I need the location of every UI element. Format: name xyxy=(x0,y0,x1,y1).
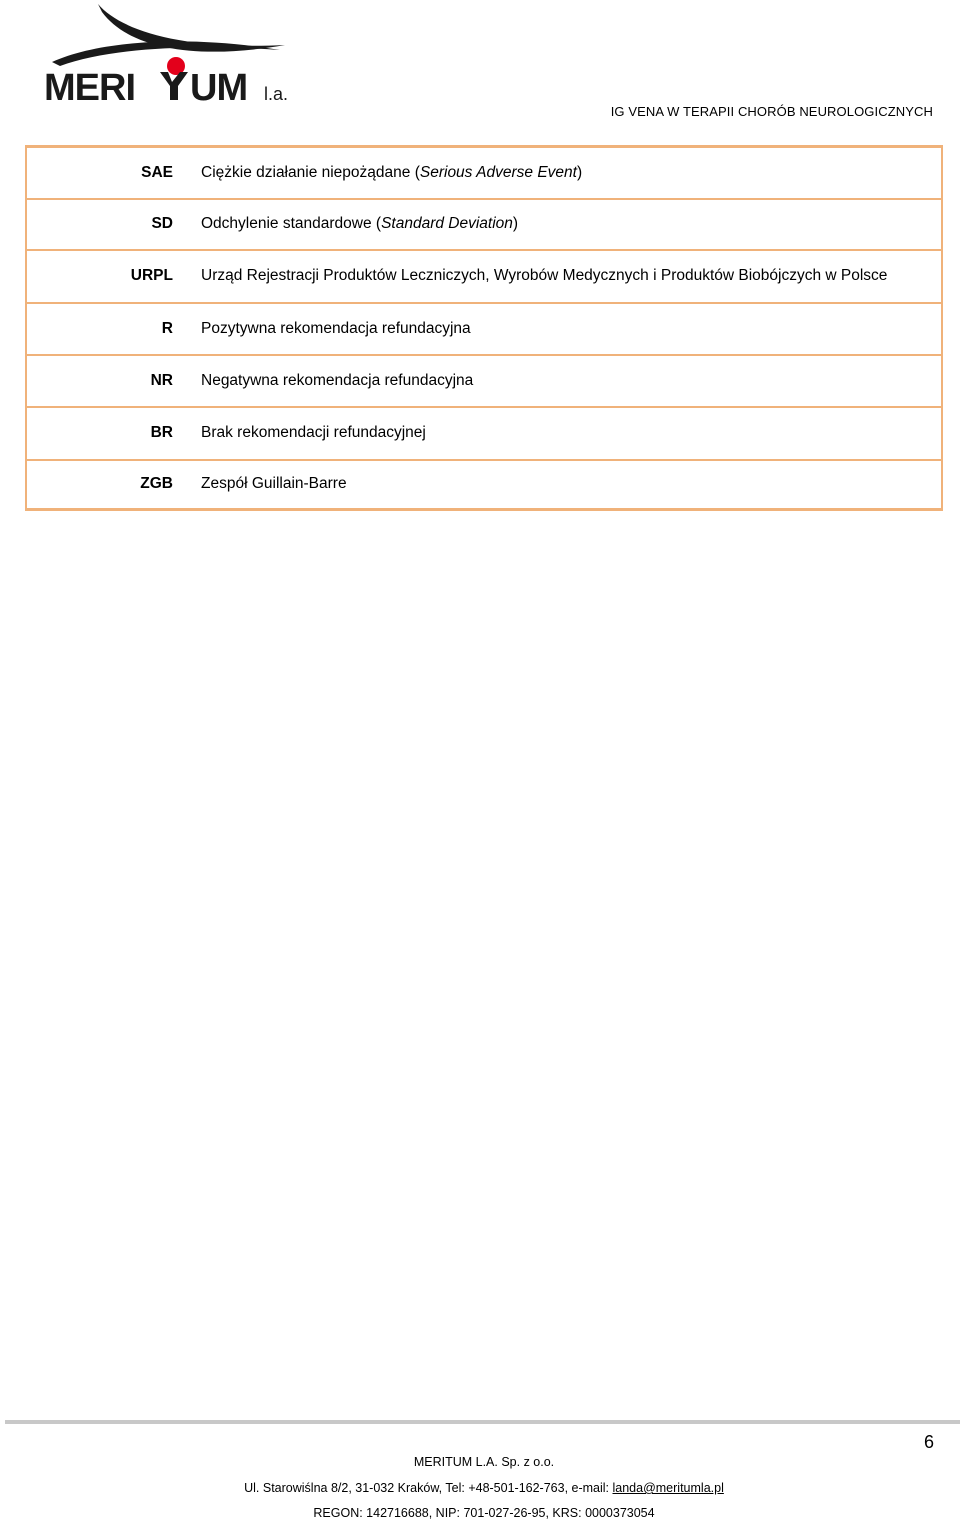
description-cell: Zespół Guillain-Barre xyxy=(201,460,942,510)
table-row xyxy=(26,250,942,303)
document-title: IG VENA W TERAPII CHORÓB NEUROLOGICZNYCH xyxy=(610,104,933,119)
footer-address-text: Ul. Starowiślna 8/2, 31-032 Kraków, Tel: +48-501-162-763, e-mail: xyxy=(244,1481,613,1495)
abbreviation-cell: SAE xyxy=(26,147,201,199)
svg-text:UM: UM xyxy=(190,67,248,109)
description-cell: Negatywna rekomendacja refundacyjna xyxy=(201,355,942,407)
abbreviation-cell: BR xyxy=(26,407,201,460)
table-row xyxy=(26,407,942,460)
table-row xyxy=(26,303,942,355)
abbreviation-cell: SD xyxy=(26,199,201,250)
table-row xyxy=(26,355,942,407)
abbreviations-table xyxy=(25,145,943,511)
description-cell: Brak rekomendacji refundacyjnej xyxy=(201,407,942,460)
abbreviation-cell: R xyxy=(26,303,201,355)
footer-company-name: MERITUM L.A. Sp. z o.o. xyxy=(413,1455,555,1469)
description-cell: Odchylenie standardowe (Standard Deviation) xyxy=(201,199,942,250)
footer-registry: REGON: 142716688, NIP: 701-027-26-95, KRS: 0000373054 xyxy=(313,1506,655,1520)
description-cell: Pozytywna rekomendacja refundacyjna xyxy=(201,303,942,355)
email-link[interactable]: landa@meritumla.pl xyxy=(612,1481,724,1495)
company-logo xyxy=(40,0,305,110)
abbreviation-cell: ZGB xyxy=(26,460,201,510)
svg-text:MERI: MERI xyxy=(44,67,135,109)
page-number: 6 xyxy=(923,1432,934,1452)
footer-address xyxy=(0,1481,960,1495)
footer-divider xyxy=(5,1420,960,1424)
description-cell: Urząd Rejestracji Produktów Leczniczych, Wyrobów Medycznych i Produktów Biobójczych w Polsce xyxy=(201,250,942,303)
abbreviation-cell: NR xyxy=(26,355,201,407)
description-cell: Ciężkie działanie niepożądane (Serious Adverse Event) xyxy=(201,147,942,199)
meritum-logo-graphic xyxy=(40,0,305,110)
table-row xyxy=(26,147,942,199)
svg-text:l.a.: l.a. xyxy=(264,84,289,104)
table-row xyxy=(26,460,942,510)
table-row xyxy=(26,199,942,250)
abbreviation-cell: URPL xyxy=(26,250,201,303)
